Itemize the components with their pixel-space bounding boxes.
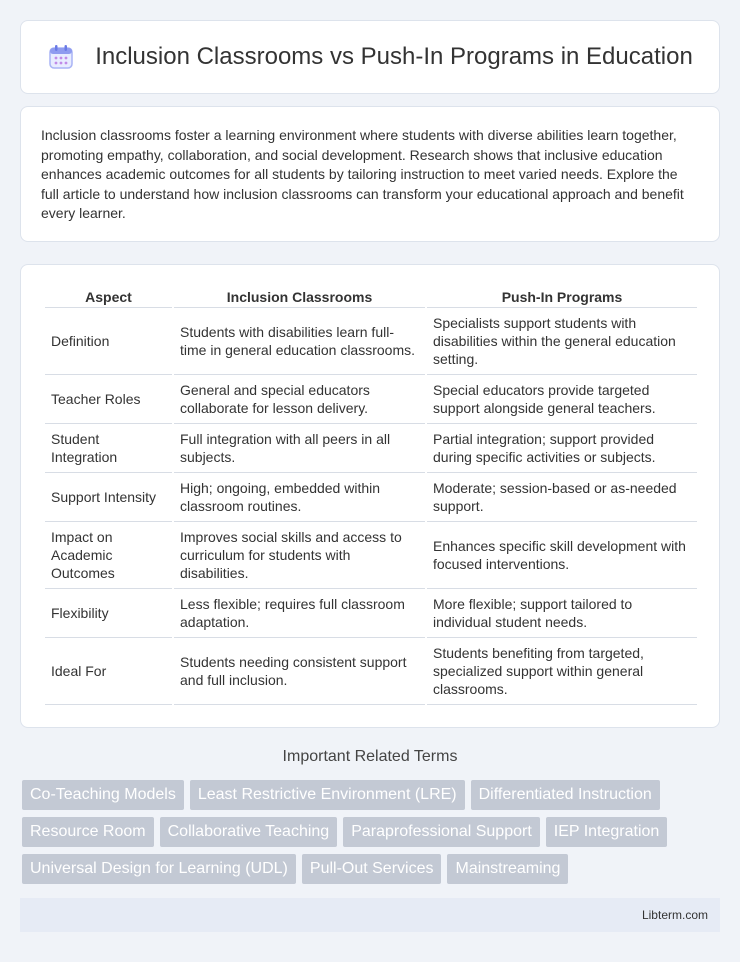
cell-inclusion: Full integration with all peers in all subjects. (174, 424, 425, 473)
table-row (45, 308, 697, 375)
related-term-tag[interactable]: Pull-Out Services (302, 854, 442, 884)
cell-push-in: More flexible; support tailored to individual student needs. (427, 589, 697, 638)
column-header-inclusion: Inclusion Classrooms (174, 285, 425, 308)
related-term-tag[interactable]: IEP Integration (546, 817, 668, 847)
cell-inclusion: Less flexible; requires full classroom adaptation. (174, 589, 425, 638)
cell-aspect: Support Intensity (45, 473, 172, 522)
cell-aspect: Ideal For (45, 638, 172, 705)
related-term-tag[interactable]: Differentiated Instruction (471, 780, 660, 810)
cell-aspect: Teacher Roles (45, 375, 172, 424)
cell-aspect: Impact on Academic Outcomes (45, 522, 172, 589)
table-row (45, 424, 697, 473)
page-title: Inclusion Classrooms vs Push-In Programs in Education (95, 43, 693, 70)
related-term-tag[interactable]: Mainstreaming (447, 854, 568, 884)
table-row (45, 589, 697, 638)
cell-aspect: Definition (45, 308, 172, 375)
table-row (45, 473, 697, 522)
related-term-tag[interactable]: Least Restrictive Environment (LRE) (190, 780, 465, 810)
cell-push-in: Specialists support students with disabilities within the general education setting. (427, 308, 697, 375)
cell-push-in: Partial integration; support provided during specific activities or subjects. (427, 424, 697, 473)
intro-text: Inclusion classrooms foster a learning environment where students with diverse abilities learn together, promoting empathy, collaboration, and social development. Research shows that inclusive education enhances academic outcomes for all students by tailoring instruction to meet varied needs. Explore the full article to understand how inclusion classrooms can transform your educational approach and benefit every learner. (41, 127, 684, 221)
table-header-row (45, 285, 697, 308)
intro-card (20, 106, 720, 242)
cell-push-in: Enhances specific skill development with focused interventions. (427, 522, 697, 589)
table-row (45, 638, 697, 705)
table-row (45, 375, 697, 424)
cell-inclusion: General and special educators collaborate for lesson delivery. (174, 375, 425, 424)
comparison-table (43, 285, 699, 705)
cell-inclusion: Students with disabilities learn full-time in general education classrooms. (174, 308, 425, 375)
cell-push-in: Special educators provide targeted support alongside general teachers. (427, 375, 697, 424)
comparison-card (20, 264, 720, 728)
column-header-aspect: Aspect (45, 285, 172, 308)
cell-aspect: Flexibility (45, 589, 172, 638)
related-term-tag[interactable]: Co-Teaching Models (22, 780, 184, 810)
footer (20, 898, 720, 932)
cell-inclusion: High; ongoing, embedded within classroom routines. (174, 473, 425, 522)
related-term-tag[interactable]: Paraprofessional Support (343, 817, 540, 847)
related-term-tag[interactable]: Collaborative Teaching (160, 817, 338, 847)
related-term-tag[interactable]: Resource Room (22, 817, 154, 847)
cell-inclusion: Students needing consistent support and full inclusion. (174, 638, 425, 705)
header-card (20, 20, 720, 94)
column-header-push-in: Push-In Programs (427, 285, 697, 308)
table-row (45, 522, 697, 589)
cell-push-in: Moderate; session-based or as-needed support. (427, 473, 697, 522)
cell-aspect: Student Integration (45, 424, 172, 473)
cell-inclusion: Improves social skills and access to curriculum for students with disabilities. (174, 522, 425, 589)
calendar-icon (47, 43, 75, 71)
cell-push-in: Students benefiting from targeted, specialized support within general classrooms. (427, 638, 697, 705)
related-term-tag[interactable]: Universal Design for Learning (UDL) (22, 854, 296, 884)
footer-site-link[interactable]: Libterm.com (641, 908, 708, 922)
related-terms-list (22, 780, 722, 884)
related-terms-heading: Important Related Terms (282, 748, 458, 765)
